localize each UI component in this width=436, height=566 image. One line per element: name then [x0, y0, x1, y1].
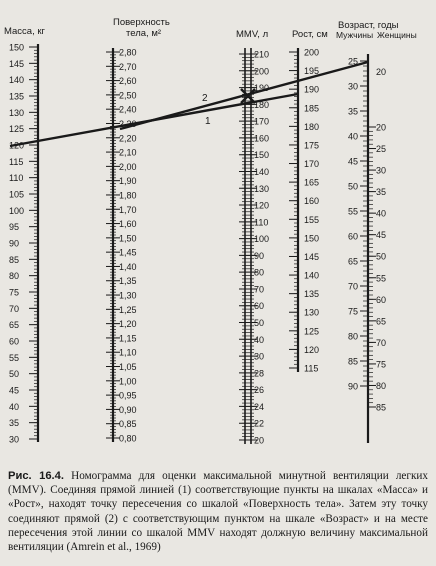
surface-scale-title-line1: Поверхность [113, 17, 170, 28]
surface-tick-label: 2,70 [119, 61, 137, 72]
height-tick-label: 165 [304, 177, 320, 188]
surface-tick-label: 2,40 [119, 104, 137, 115]
surface-tick-label: 1,90 [119, 176, 137, 187]
mass-scale-title: Масса, кг [4, 26, 45, 37]
height-tick-label: 120 [304, 344, 320, 355]
mass-tick-label: 140 [9, 75, 25, 86]
age-men-tick-label: 30 [347, 81, 358, 92]
mass-tick-label: 70 [9, 303, 20, 314]
mass-tick-label: 45 [9, 385, 20, 396]
mmv-tick-label: 22 [254, 418, 265, 429]
surface-tick-label: 2,10 [119, 147, 137, 158]
age-men-tick-label: 55 [347, 206, 358, 217]
surface-tick-label: 1,30 [119, 290, 137, 301]
height-scale-title: Рост, см [292, 29, 328, 40]
mmv-scale-title: MMV, л [236, 29, 269, 40]
age-women-tick-label: 30 [376, 165, 387, 176]
mmv-tick-label: 150 [254, 150, 270, 161]
surface-tick-label: 1,35 [119, 276, 137, 287]
height-tick-label: 160 [304, 196, 320, 207]
height-tick-label: 130 [304, 307, 320, 318]
age-women-tick-label: 70 [376, 337, 387, 348]
mass-tick-label: 85 [9, 254, 20, 265]
mmv-tick-label: 30 [254, 351, 265, 362]
mmv-tick-label: 120 [254, 200, 270, 211]
mmv-tick-label: 20 [254, 435, 265, 446]
mmv-tick-label: 110 [254, 217, 269, 228]
mmv-tick-label: 130 [254, 183, 270, 194]
scale-axes [29, 44, 376, 444]
surface-tick-label: 0,95 [119, 390, 137, 401]
age-women-title: Женщины [377, 30, 417, 40]
mass-tick-label: 95 [9, 222, 20, 233]
age-men-tick-label: 65 [347, 256, 358, 267]
mass-tick-label: 115 [9, 156, 24, 167]
mmv-tick-label: 140 [254, 166, 270, 177]
mmv-tick-label: 180 [254, 99, 270, 110]
surface-tick-label: 1,20 [119, 319, 137, 330]
mass-tick-label: 125 [9, 124, 25, 135]
age-women-tick-label: 65 [376, 316, 387, 327]
age-men-tick-label: 85 [347, 356, 358, 367]
mass-tick-label: 60 [9, 336, 20, 347]
mmv-tick-label: 200 [254, 66, 270, 77]
line-2 [120, 62, 368, 129]
age-women-tick-label: 45 [376, 230, 387, 241]
age-men-tick-label: 75 [347, 306, 358, 317]
mass-tick-label: 100 [9, 205, 25, 216]
surface-tick-label: 1,05 [119, 362, 137, 373]
mass-tick-label: 145 [9, 58, 25, 69]
height-tick-label: 125 [304, 326, 320, 337]
height-tick-label: 195 [304, 66, 320, 77]
surface-tick-label: 2,30 [119, 118, 137, 129]
age-women-tick-label: 35 [376, 187, 387, 198]
mmv-tick-label: 100 [254, 234, 270, 245]
surface-tick-label: 1,25 [119, 304, 137, 315]
surface-tick-label: 0,85 [119, 419, 137, 430]
age-women-tick-label: 75 [376, 359, 387, 370]
mmv-tick-label: 60 [254, 301, 265, 312]
height-tick-label: 140 [304, 270, 320, 281]
surface-tick-label: 1,70 [119, 204, 137, 215]
surface-tick-label: 2,60 [119, 76, 137, 87]
height-tick-label: 150 [304, 233, 320, 244]
mass-tick-label: 40 [9, 401, 20, 412]
height-tick-label: 175 [304, 140, 320, 151]
line-2-label: 2 [202, 93, 208, 104]
surface-tick-label: 1,00 [119, 376, 137, 387]
mass-tick-label: 65 [9, 320, 20, 331]
age-men-tick-label: 40 [347, 131, 358, 142]
mmv-tick-label: 70 [254, 284, 265, 295]
height-tick-label: 135 [304, 289, 320, 300]
mmv-tick-label: 28 [254, 368, 265, 379]
mmv-tick-label: 190 [254, 83, 270, 94]
mmv-tick-label: 50 [254, 318, 265, 329]
mass-tick-label: 30 [9, 434, 20, 445]
mass-tick-label: 135 [9, 91, 25, 102]
mmv-tick-label: 80 [254, 267, 265, 278]
surface-tick-label: 2,20 [119, 133, 137, 144]
surface-tick-label: 1,40 [119, 261, 137, 272]
line-1-label: 1 [205, 116, 211, 127]
surface-tick-label: 2,00 [119, 161, 137, 172]
age-women-top-label: 20 [376, 67, 387, 77]
surface-tick-label: 1,60 [119, 219, 137, 230]
mass-tick-label: 80 [9, 271, 20, 282]
height-tick-label: 185 [304, 103, 320, 114]
height-tick-label: 170 [304, 159, 320, 170]
mmv-tick-label: 210 [254, 49, 270, 60]
mmv-tick-label: 90 [254, 250, 265, 261]
age-men-tick-label: 90 [347, 381, 358, 392]
mass-tick-label: 55 [9, 352, 20, 363]
surface-tick-label: 1,10 [119, 347, 137, 358]
surface-scale-title-line2: тела, м² [126, 28, 162, 39]
height-tick-label: 190 [304, 84, 320, 95]
surface-tick-label: 2,50 [119, 90, 137, 101]
height-tick-label: 115 [304, 363, 319, 374]
mass-tick-label: 75 [9, 287, 20, 298]
age-men-tick-label: 35 [347, 106, 358, 117]
mass-tick-label: 110 [9, 173, 24, 184]
height-tick-label: 180 [304, 121, 320, 132]
scale-labels [9, 43, 386, 446]
mmv-tick-label: 170 [254, 116, 270, 127]
age-men-tick-label: 60 [347, 231, 358, 242]
age-women-tick-label: 55 [376, 273, 387, 284]
figure-caption-text: Номограмма для оценки максимальной минутной вентиляции легких (MMV). Соединяя прямой линией (1) соответствующие пункты на шкалах «Масса» и «Рост», находят точку пересечения со шкалой «Поверхность тела». Затем эту точку соединяют прямой (2) с соответствующим пунктом на шкале «Возраст» и на месте пересечения этой линии со шкалой MMV находят должную величину максимальной вентиляции (Amrein et al., 1969) [8, 470, 428, 554]
mass-tick-label: 120 [9, 140, 25, 151]
figure-caption-label: Рис. 16.4. [8, 470, 64, 482]
age-women-tick-label: 25 [376, 144, 387, 155]
figure-caption [8, 469, 428, 554]
mass-tick-label: 150 [9, 42, 25, 53]
age-men-tick-label: 70 [347, 281, 358, 292]
surface-tick-label: 2,80 [119, 47, 137, 58]
surface-tick-label: 1,50 [119, 233, 137, 244]
age-women-tick-label: 80 [376, 380, 387, 391]
height-tick-label: 155 [304, 214, 320, 225]
age-men-tick-label: 25 [347, 56, 358, 67]
age-men-tick-label: 50 [347, 181, 358, 192]
mmv-tick-label: 24 [254, 401, 265, 412]
mass-tick-label: 50 [9, 369, 20, 380]
mass-tick-label: 35 [9, 418, 20, 429]
age-scale-title: Возраст, годы [338, 20, 399, 31]
surface-tick-label: 1,15 [119, 333, 137, 344]
height-tick-label: 200 [304, 47, 320, 58]
mass-tick-label: 130 [9, 107, 25, 118]
age-women-tick-label: 60 [376, 294, 387, 305]
height-tick-label: 145 [304, 251, 320, 262]
age-men-tick-label: 80 [347, 331, 358, 342]
surface-tick-label: 1,80 [119, 190, 137, 201]
surface-tick-label: 1,45 [119, 247, 137, 258]
mmv-tick-label: 26 [254, 385, 265, 396]
mass-tick-label: 105 [9, 189, 25, 200]
age-women-tick-label: 50 [376, 251, 387, 262]
surface-tick-label: 0,80 [119, 433, 137, 444]
age-women-tick-label: 40 [376, 208, 387, 219]
mass-tick-label: 90 [9, 238, 20, 249]
age-women-tick-label: 85 [376, 402, 387, 413]
surface-tick-label: 0,90 [119, 404, 137, 415]
mmv-tick-label: 160 [254, 133, 270, 144]
age-men-tick-label: 45 [347, 156, 358, 167]
age-women-tick-label: 20 [376, 122, 387, 133]
mmv-tick-label: 40 [254, 334, 265, 345]
age-men-title: Мужчины [336, 30, 374, 40]
